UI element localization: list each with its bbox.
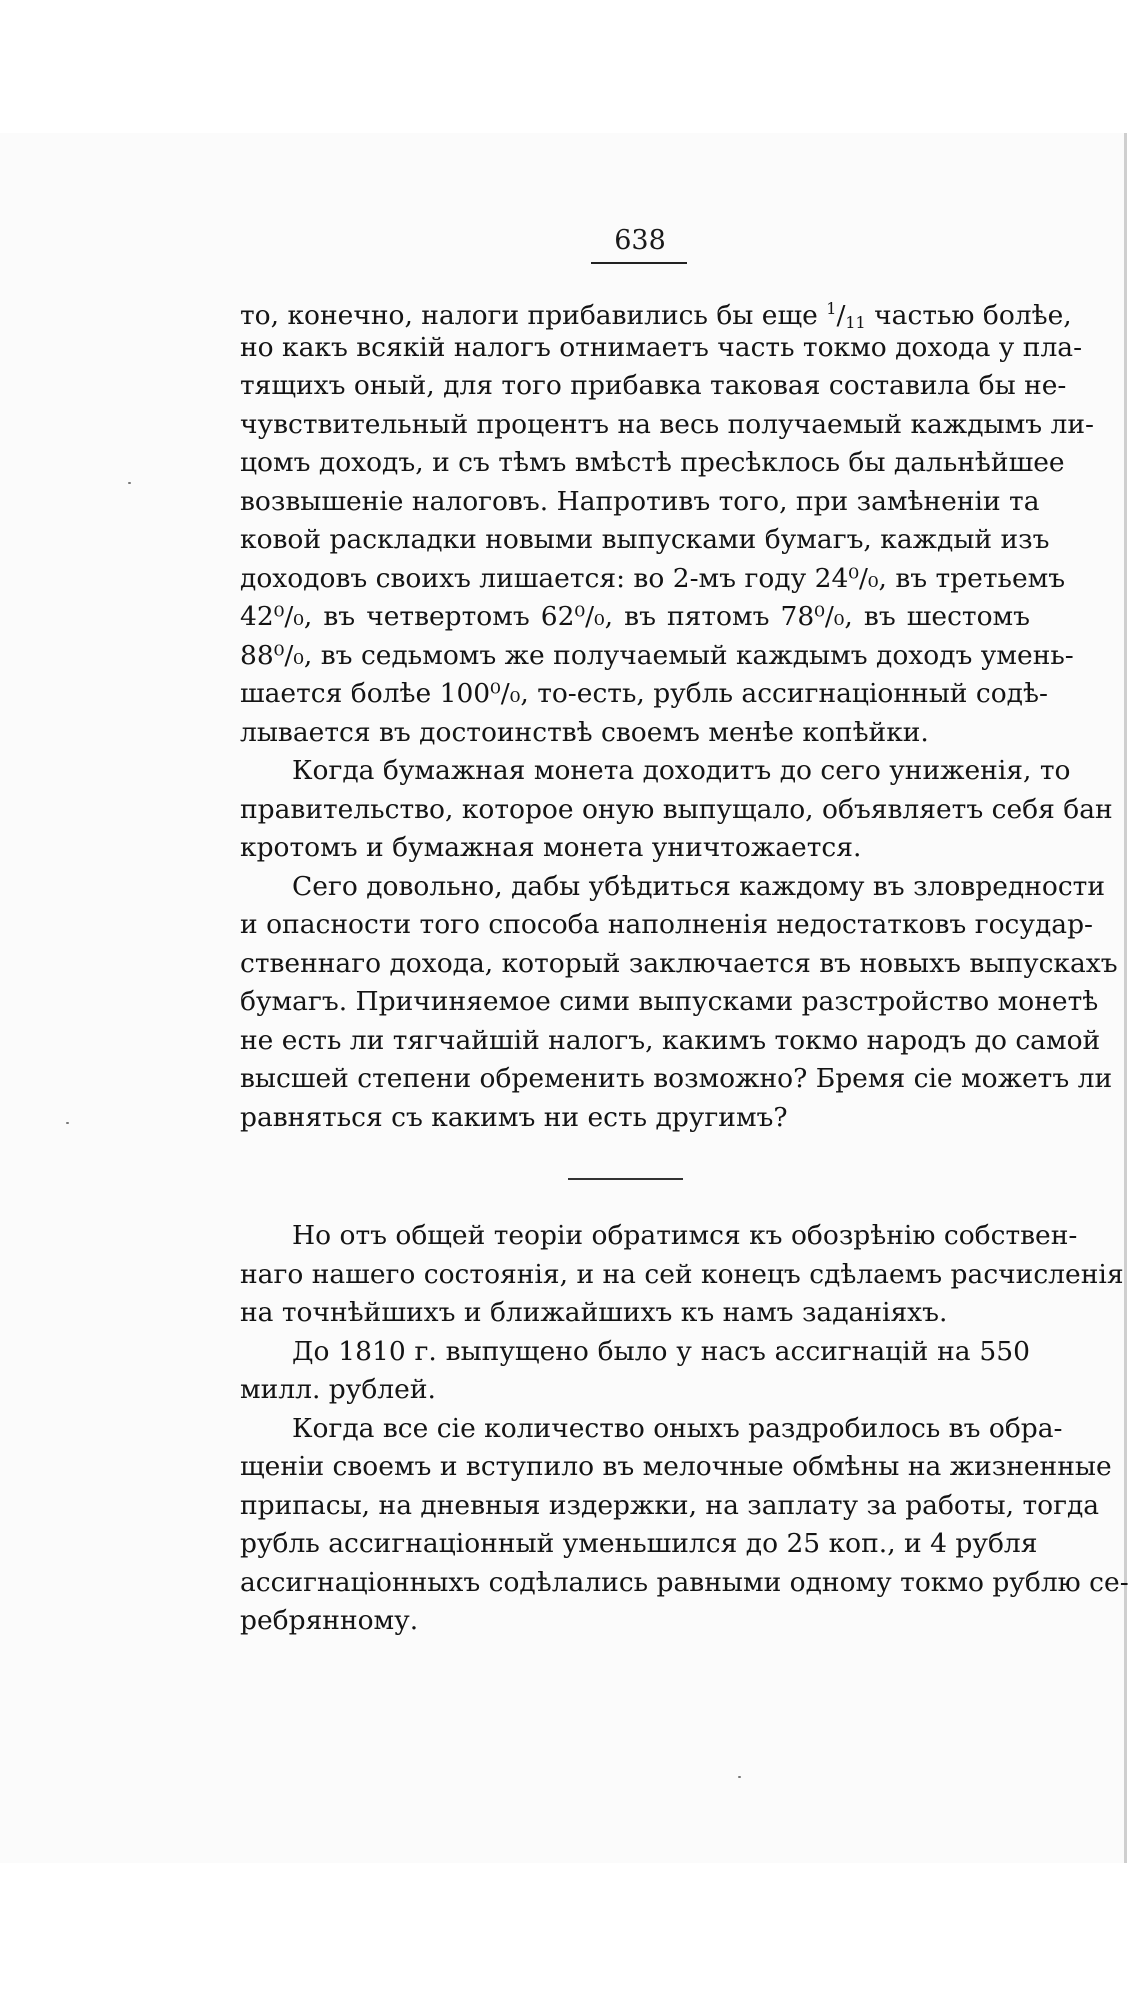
scan-speck: [66, 1122, 69, 1124]
paragraph: [240, 1410, 1129, 1641]
scan-speck: [128, 482, 131, 484]
text-line: не есть ли тягчайшій налогъ, какимъ токмо народъ до самой: [240, 1024, 1101, 1056]
text-line: припасы, на дневныя издержки, на заплату за работы, тогда: [240, 1489, 1100, 1521]
text-block-before-rule: [240, 290, 1118, 1137]
text-line: и опасности того способа наполненія недостатковъ государ-: [240, 909, 1093, 940]
paragraph: [240, 1217, 1124, 1333]
text-line: Когда бумажная монета доходитъ до сего униженія, то: [292, 755, 1071, 786]
text-line: цомъ доходъ, и съ тѣмъ вмѣстѣ пресѣклось бы дальнѣйшее: [240, 447, 1065, 478]
text-line: милл. рублей.: [240, 1374, 436, 1405]
page-number: 638: [614, 225, 666, 256]
paragraph: [240, 752, 1113, 868]
text-line: Но отъ общей теоріи обратимся къ обозрѣнію собствен-: [292, 1220, 1078, 1251]
text-line: высшей степени обременить возможно? Бремя сіе можетъ ли: [240, 1063, 1113, 1094]
text-line: но какъ всякій налогъ отнимаетъ часть токмо дохода у пла-: [240, 331, 1083, 363]
text-line: ассигнаціонныхъ содѣлались равными одному токмо рублю се-: [240, 1566, 1129, 1598]
text-line: то, конечно, налоги прибавились бы еще $^1/_{11}$ частью болѣе,: [240, 299, 1072, 332]
paragraph: [240, 868, 1118, 1138]
paragraph: [240, 290, 1094, 752]
page-number-underline: [591, 262, 687, 264]
text-line: правительство, которое оную выпущало, объявляетъ себя бан: [240, 793, 1113, 825]
text-block-after-rule: [240, 1217, 1129, 1641]
text-line: лывается въ достоинствѣ своемъ менѣе копѣйки.: [240, 716, 929, 748]
text-line: щеніи своемъ и вступило въ мелочные обмѣны на жизненные: [240, 1451, 1112, 1482]
text-line: равняться съ какимъ ни есть другимъ?: [240, 1101, 788, 1133]
text-line: рубль ассигнаціонный уменьшился до 25 коп., и 4 рубля: [240, 1528, 1038, 1559]
text-line: чувствительный процентъ на весь получаемый каждымъ ли-: [240, 408, 1094, 440]
section-divider: [568, 1178, 683, 1180]
text-line: бумагъ. Причиняемое сими выпусками разстройство монетѣ: [240, 986, 1099, 1017]
text-line: на точнѣйшихъ и ближайшихъ къ намъ заданіяхъ.: [240, 1297, 948, 1328]
text-line: наго нашего состоянія, и на сей конецъ сдѣлаемъ расчисленія: [240, 1258, 1124, 1290]
text-line: шается болѣе 100⁰/₀, то-есть, рубль ассигнаціонный содѣ-: [240, 678, 1048, 709]
text-line: 88⁰/₀, въ седьмомъ же получаемый каждымъ доходъ умень-: [240, 639, 1074, 671]
text-line: кротомъ и бумажная монета уничтожается.: [240, 832, 862, 863]
paragraph: [240, 1333, 1030, 1410]
text-line: тящихъ оный, для того прибавка таковая составила бы не-: [240, 370, 1067, 401]
text-line: возвышеніе налоговъ. Напротивъ того, при замѣненіи та: [240, 485, 1040, 517]
text-line: ственнаго дохода, который заключается въ новыхъ выпускахъ: [240, 947, 1118, 979]
scan-speck: [738, 1776, 741, 1778]
fraction-one-eleventh: $^1/_{11}$: [826, 299, 866, 332]
text-line: Когда все сіе количество оныхъ раздробилось въ обра-: [292, 1412, 1063, 1444]
text-line: ребрянному.: [240, 1605, 419, 1636]
text-line: доходовъ своихъ лишается: во 2-мъ году 24⁰/₀, въ третьемъ: [240, 562, 1066, 594]
text-line: Сего довольно, дабы убѣдиться каждому въ зловредности: [292, 870, 1105, 902]
text-line: ковой раскладки новыми выпусками бумагъ, каждый изъ: [240, 524, 1050, 555]
text-line: До 1810 г. выпущено было у насъ ассигнацій на 550: [292, 1335, 1030, 1367]
text-line: 42⁰/₀, въ четвертомъ 62⁰/₀, въ пятомъ 78⁰/₀, въ шестомъ: [240, 601, 1030, 632]
